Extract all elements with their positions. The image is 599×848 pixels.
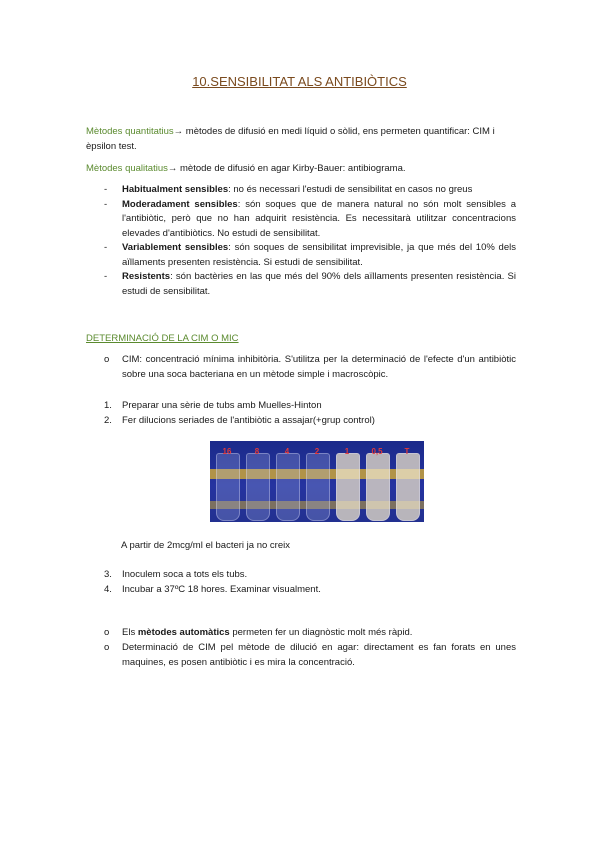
step-number: 1.: [104, 400, 112, 411]
list-item: [86, 398, 516, 413]
dash-marker: -: [104, 271, 108, 282]
step-number: 2.: [104, 415, 112, 426]
final-pre: Els: [122, 627, 138, 638]
test-tube: [366, 453, 390, 521]
test-tube: [246, 453, 270, 521]
quantitative-label: Mètodes quantitatius: [86, 126, 174, 137]
tube-label: T: [404, 447, 410, 456]
list-item: [86, 183, 516, 198]
dash-marker: -: [104, 198, 108, 210]
list-term: Variablement sensibles: [122, 242, 229, 253]
circle-marker: o: [104, 354, 110, 365]
quantitative-text: mètodes de difusió en medi líquid o sòlid, ens permeten quantificar: CIM i èpsilon test.: [86, 126, 495, 152]
quantitative-methods: [86, 124, 516, 154]
list-item: [86, 625, 516, 640]
test-tube: [336, 453, 360, 521]
list-text: : són soques de sensibilitat imprevisible, ja que més del 10% dels aïllaments presenten resistència. Si estudi de sensibilitat.: [122, 242, 516, 268]
tube-label: 4: [284, 447, 290, 456]
final-list: [86, 625, 516, 670]
dash-marker: -: [104, 184, 108, 195]
circle-marker: o: [104, 642, 110, 653]
dash-marker: -: [104, 242, 108, 253]
list-term: Resistents: [122, 271, 171, 282]
qualitative-label: Mètodes qualitatius: [86, 163, 168, 174]
final-pre: Determinació de CIM pel mètode de dilució en agar: directament es fan forats en unes maquines, es posen antibiòtic i es mira la concentració.: [122, 642, 516, 668]
steps-list-b: [86, 567, 516, 597]
list-text: : no és necessari l'estudi de sensibilitat en casos no greus: [228, 184, 473, 195]
tube-label: 8: [254, 447, 260, 456]
list-term: Habitualment sensibles: [122, 184, 229, 195]
step-number: 4.: [104, 584, 112, 595]
page-title: 10.SENSIBILITAT ALS ANTIBIÒTICS: [192, 74, 407, 89]
list-text: : són bactèries en las que més del 90% dels aïllaments presenten resistència. Si estudi de sensibilitat.: [122, 271, 516, 297]
list-item: [86, 270, 516, 299]
step-text: Inoculem soca a tots els tubs.: [122, 569, 248, 580]
arrow-icon: →: [173, 126, 184, 137]
cim-definition-list: [86, 352, 516, 382]
list-item: [86, 413, 516, 428]
cim-definition: CIM: concentració mínima inhibitòria. S'utilitza per la determinació de l'efecte d'un antibiòtic sobre una soca bacteriana en un mètode simple i macroscòpic.: [122, 354, 516, 380]
section-heading: DETERMINACIÓ DE LA CIM O MIC: [86, 333, 239, 344]
test-tube: [216, 453, 240, 521]
tube-label: 2: [314, 447, 320, 456]
step-text: Incubar a 37ºC 18 hores. Examinar visualment.: [122, 584, 321, 595]
qualitative-methods: [86, 161, 516, 176]
image-caption: A partir de 2mcg/ml el bacteri ja no creix: [121, 540, 290, 551]
list-item: [86, 198, 516, 242]
list-item: [86, 241, 516, 270]
tube-label: 1: [344, 447, 350, 456]
list-item: [86, 640, 516, 670]
list-item: [86, 352, 516, 382]
step-text: Preparar una sèrie de tubs amb Muelles-Hinton: [122, 400, 322, 411]
test-tube: [396, 453, 420, 521]
list-term: Moderadament sensibles: [122, 198, 238, 210]
tube-label: 16: [222, 447, 232, 456]
test-tube: [306, 453, 330, 521]
dilution-tubes-photo: [210, 441, 424, 522]
list-text: : són soques que de manera natural no són molt sensibles a l'antibiòtic, però que no han adquirit resistència. Es necessitarà utilitzar concentracions elevades d'antibiòtics. No estudi de sensibilitat.: [122, 198, 516, 239]
list-item: [86, 582, 516, 597]
list-item: [86, 567, 516, 582]
arrow-icon: →: [167, 163, 178, 174]
step-number: 3.: [104, 569, 112, 580]
sensitivity-list: [86, 183, 516, 299]
steps-list-a: [86, 398, 516, 428]
final-bold: mètodes automàtics: [137, 627, 230, 638]
circle-marker: o: [104, 627, 110, 638]
tube-label: 0,5: [371, 447, 383, 456]
qualitative-text: mètode de difusió en agar Kirby-Bauer: antibiograma.: [177, 163, 406, 174]
step-text: Fer dilucions seriades de l'antibiòtic a assajar(+grup control): [122, 415, 375, 426]
test-tube: [276, 453, 300, 521]
final-post: permeten fer un diagnòstic molt més ràpid.: [229, 627, 413, 638]
